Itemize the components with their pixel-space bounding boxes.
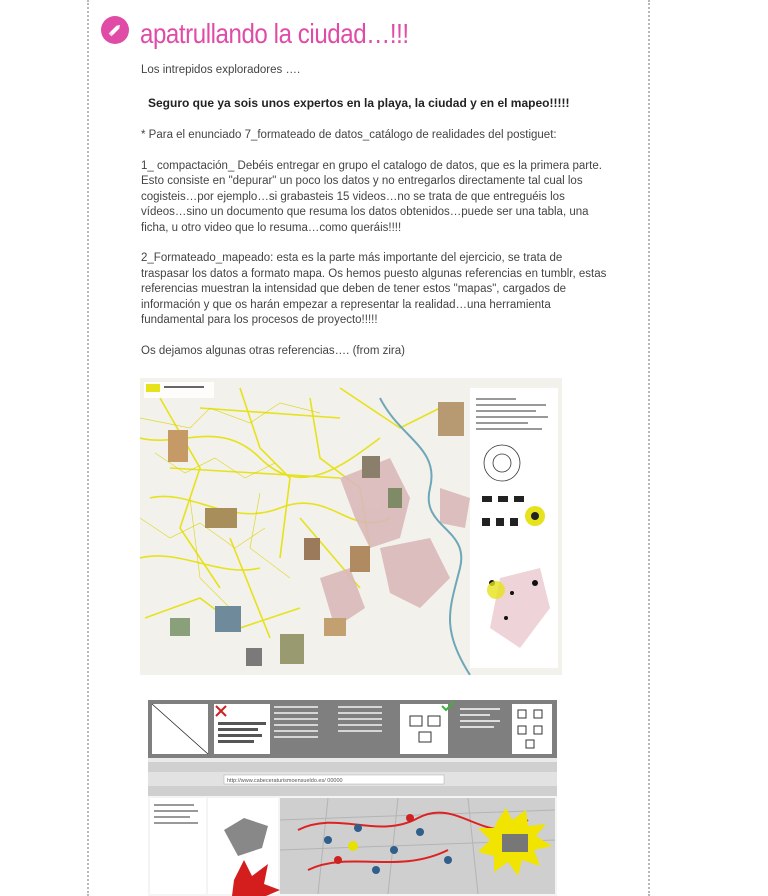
post-title[interactable]: apatrullando la ciudad…!!!	[140, 18, 409, 49]
headline-text: Seguro que ya sois unos expertos en la playa, la ciudad y en el mapeo!!!!!	[148, 95, 570, 110]
page-frame-right-border	[648, 0, 650, 896]
enunciado-text: * Para el enunciado 7_formateado de datos_catálogo de realidades del postiguet:	[141, 129, 557, 141]
step2-text: 2_Formateado_mapeado: esta es la parte más importante del ejercicio, se trata de traspasar los datos a formato mapa. Os hemos puesto algunas referencias en tumblr, estas referencias muestran la intensidad que deben de tener estos "mapas", cargados de información y que os harán empezar a representar la realidad…una herramienta fundamental para los procesos de proyecto!!!!!	[141, 252, 607, 326]
browser-url-text: http://www.cabeceraturismoensueldo.es/ 00000	[227, 778, 343, 784]
references-text: Os dejamos algunas otras referencias…. (from zira)	[141, 344, 405, 357]
map-poster-image[interactable]	[140, 378, 562, 675]
step1-text: 1_ compactación_ Debéis entregar en grupo el catalogo de datos, que es la primera parte. Esto consiste en "depurar" un poco los datos y no entregarlos directamente tal cual los cogisteis…por ejemplo…si grabasteis 15 videos…no se trata de que entreguéis los vídeos…sino un documento que resuma los datos obtenidos…puede ser una tabla, una ficha, u otro video que lo resuma…como queráis!!!!	[141, 159, 602, 234]
web-diagram-image[interactable]	[148, 700, 557, 896]
page-frame-left-border	[87, 0, 89, 896]
post-content	[141, 63, 611, 359]
pencil-icon	[101, 16, 129, 44]
intro-text: Los intrepidos exploradores ….	[141, 64, 301, 76]
